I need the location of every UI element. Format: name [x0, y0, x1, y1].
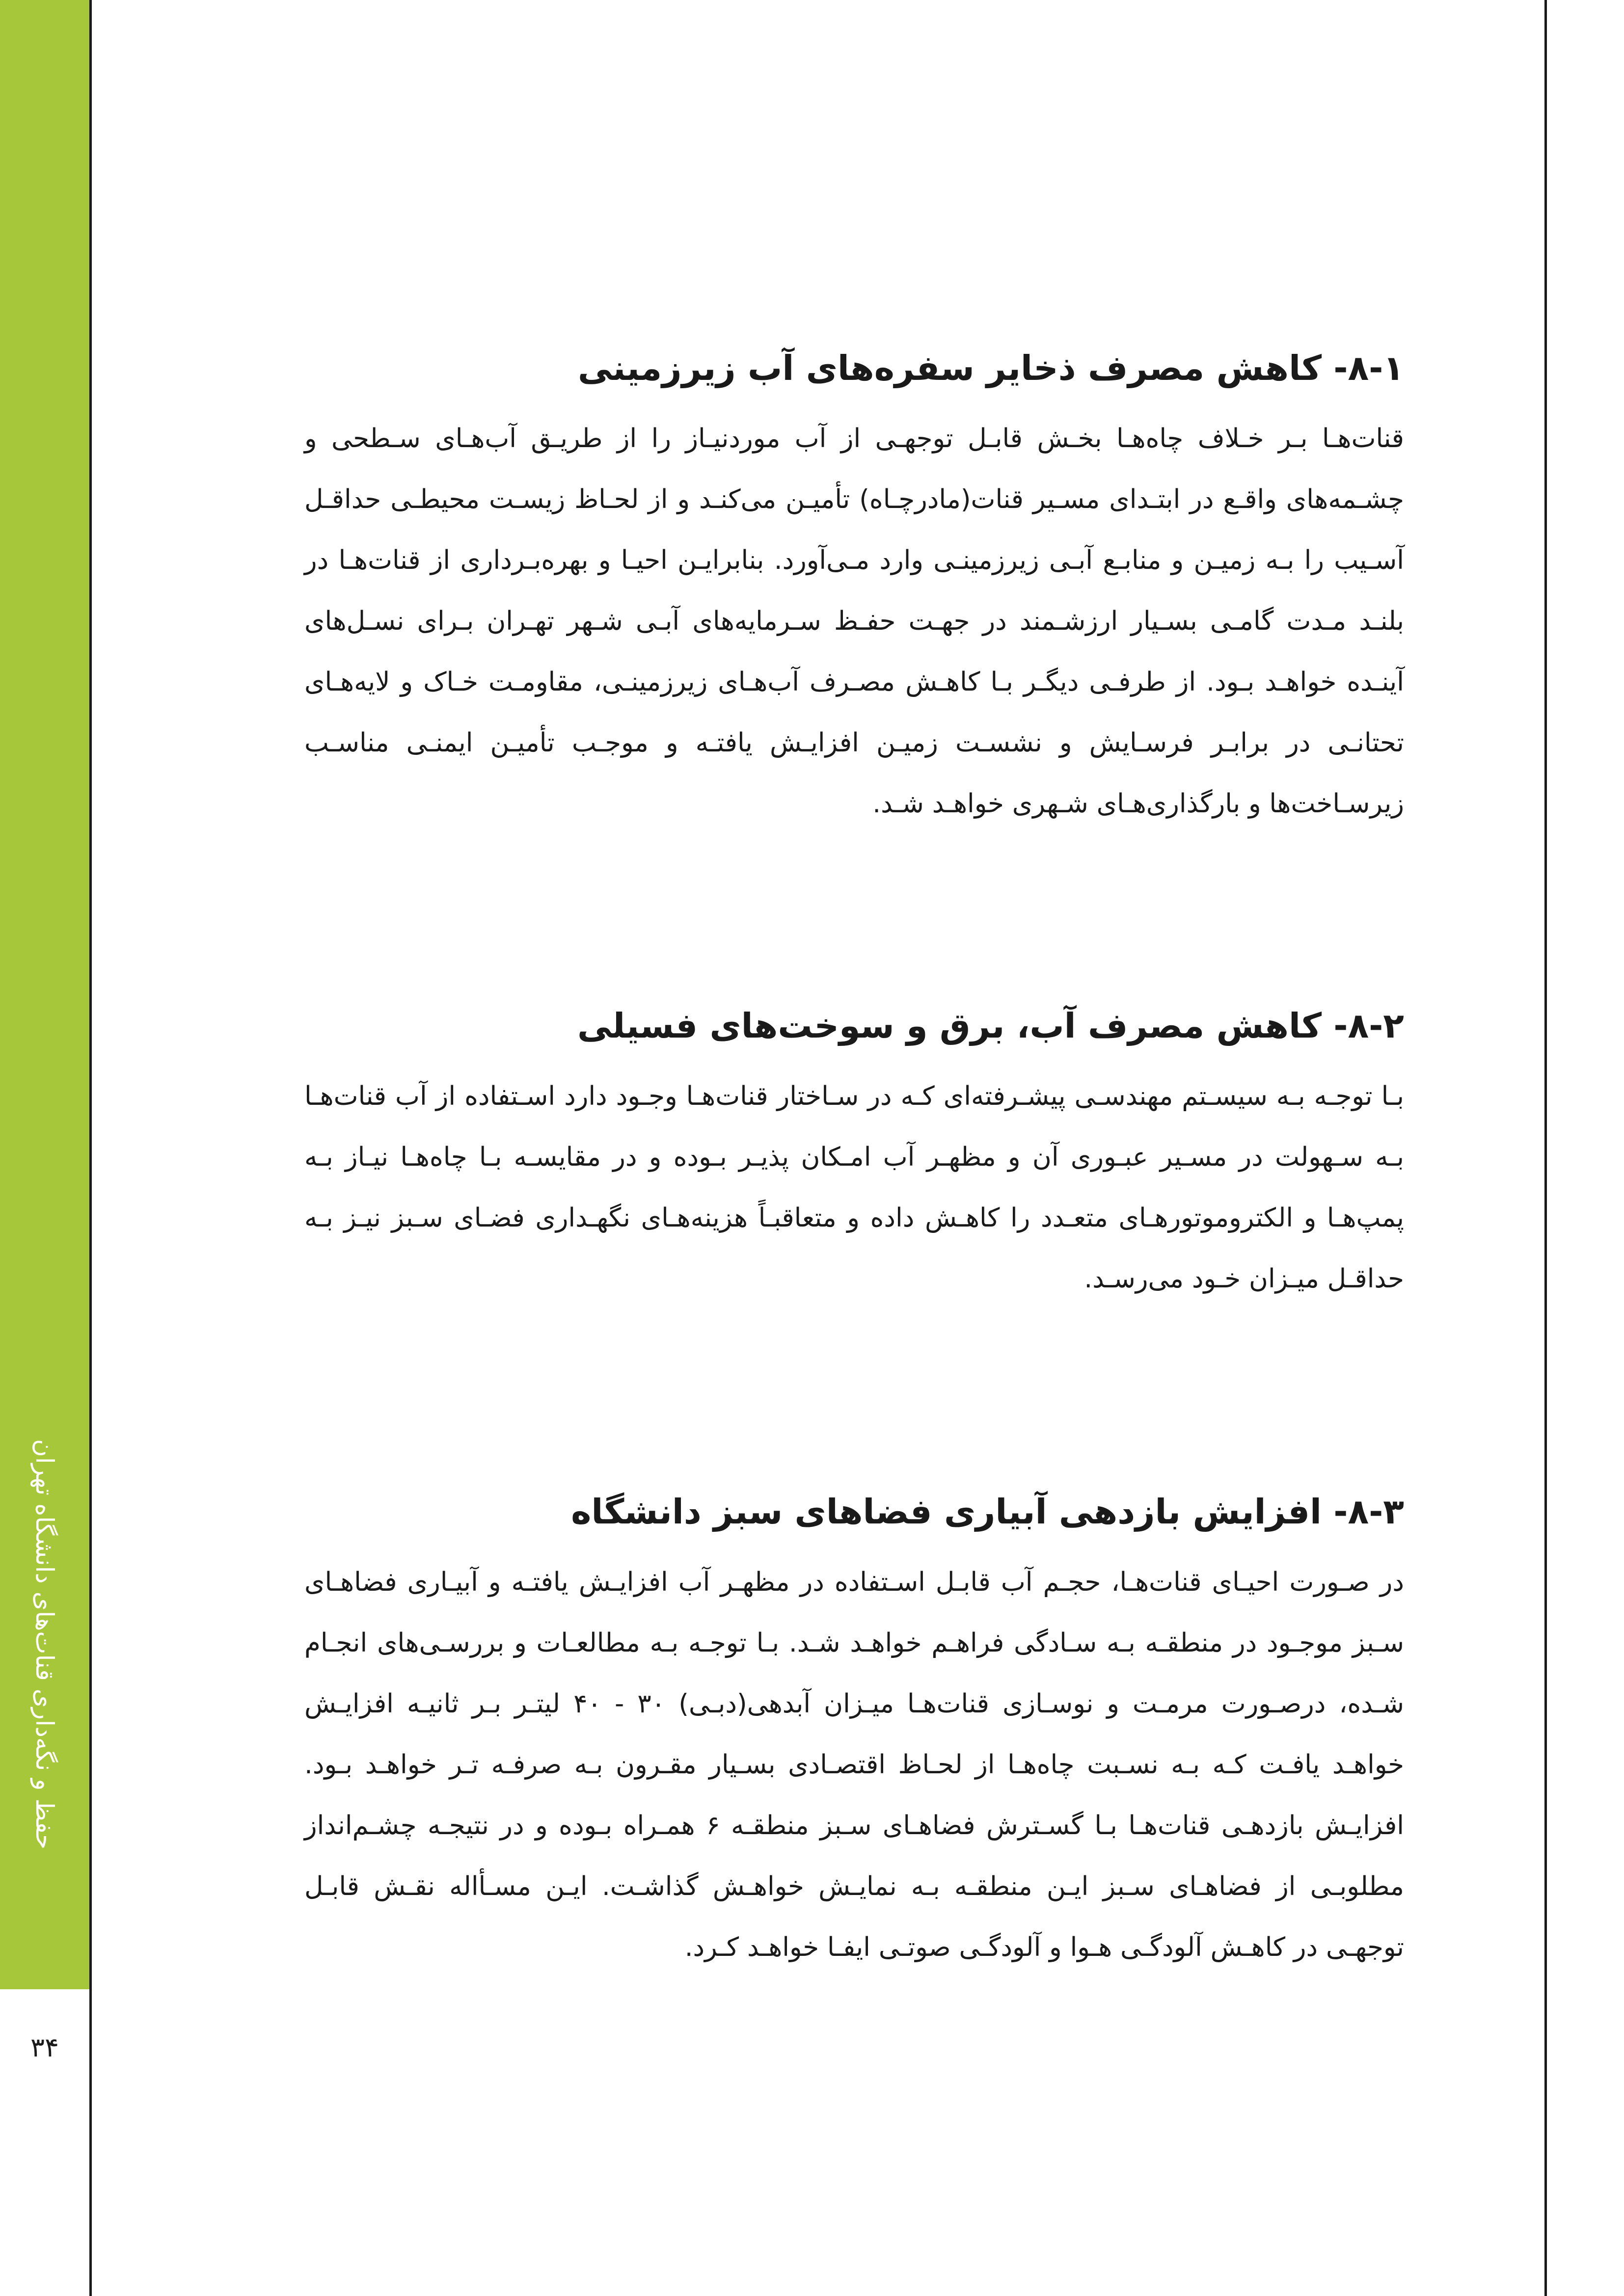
section-heading: ۸-۱- کاهش مصرف ذخایر سفره‌های آب زیرزمینی [577, 348, 1404, 388]
right-margin-rule [1544, 0, 1547, 2296]
section-heading: ۸-۳- افزایش بازدهی آبیاری فضاهای سبز دانشگاه [571, 1492, 1404, 1532]
section-body: در صـورت احیـای قنات‌هـا، حجـم آب قابـل اسـتفاده در مظهـر آب افزایـش یافتـه و آبیـاری فضاهـای سـبز موجـود در منطقـه بـه سـادگی فراهـم خواهـد شـد. بـا توجـه بـه مطالعـات و بررسـی‌های انجـام شـده، درصـورت مرمـت و نوسـازی قنات‌هـا میـزان آبدهی(دبـی) ۳۰ - ۴۰ لیتـر بـر ثانیـه افزایـش خواهـد یافـت کـه بـه نسـبت چاه‌هـا از لحـاظ اقتصـادی بسـیار مقـرون بـه صرفـه تـر خواهـد بـود. افزایـش بازدهـی قنات‌هـا بـا گسـترش فضاهـای سـبز منطقـه ۶ همـراه بـوده و در نتیجـه چشـم‌انداز مطلوبـی از فضاهـای سـبز ایـن منطقـه بـه نمایـش خواهـش گذاشـت. ایـن مسـأاله نقـش قابـل توجهـی در کاهـش آلودگـی هـوا و آلودگـی صوتـی ایفـا خواهـد کـرد. [304, 1567, 1405, 1962]
section-body: قنات‌هـا بـر خـلاف چاه‌هـا بخـش قابـل توجهـی از آب موردنیـاز را از طریـق آب‌هـای سـطحی و چشـمه‌های واقـع در ابتـدای مسـیر قنات(مادرچـاه) تأمیـن می‌کنـد و از لحـاظ زیسـت محیطـی حداقـل آسـیب را بـه زمیـن و منابـع آبـی زیرزمینـی وارد مـی‌آورد. بنابرایـن احیـا و بهره‌بـرداری از قنات‌هـا در بلنـد مـدت گامـی بسـیار ارزشـمند در جهـت حفـظ سـرمایه‌های آبـی شـهر تهـران بـرای نسـل‌های آینـده خواهـد بـود. از طرفـی دیگـر بـا کاهـش مصـرف آب‌هـای زیرزمینـی، مقاومـت خـاک و لایه‌هـای تحتانـی در برابـر فرسـایش و نشسـت زمیـن افزایـش یافتـه و موجـب تأمیـن ایمنـی مناسـب زیرسـاخت‌ها و بارگذاری‌هـای شـهری خواهـد شـد. [304, 424, 1404, 819]
section-8-3 [304, 1487, 1404, 1978]
page-number: ۳۴ [30, 2032, 59, 2063]
left-margin-rule [89, 0, 92, 2296]
section-heading: ۸-۲- کاهش مصرف آب، برق و سوخت‌های فسیلی [577, 1006, 1404, 1046]
section-body: بـا توجـه بـه سیسـتم مهندسـی پیشـرفته‌ای کـه در سـاختار قنات‌هـا وجـود دارد اسـتفاده از آب قنات‌هـا بـه سـهولت در مسـیر عبـوری آن و مظهـر آب امـکان پذیـر بـوده و در مقایسـه بـا چاه‌هـا نیـاز بـه پمپ‌هـا و الکتروموتورهـای متعـدد را کاهـش داده و متعاقبـاً هزینه‌هـای نگهـداری فضـای سـبز نیـز بـه حداقـل میـزان خـود می‌رسـد. [304, 1081, 1404, 1294]
book-title: حفظ و نگه‌داری قنات‌های دانشگاه تهران [30, 1439, 59, 1849]
section-8-2 [304, 1001, 1404, 1309]
side-band [0, 0, 89, 1989]
section-8-1 [304, 344, 1404, 834]
